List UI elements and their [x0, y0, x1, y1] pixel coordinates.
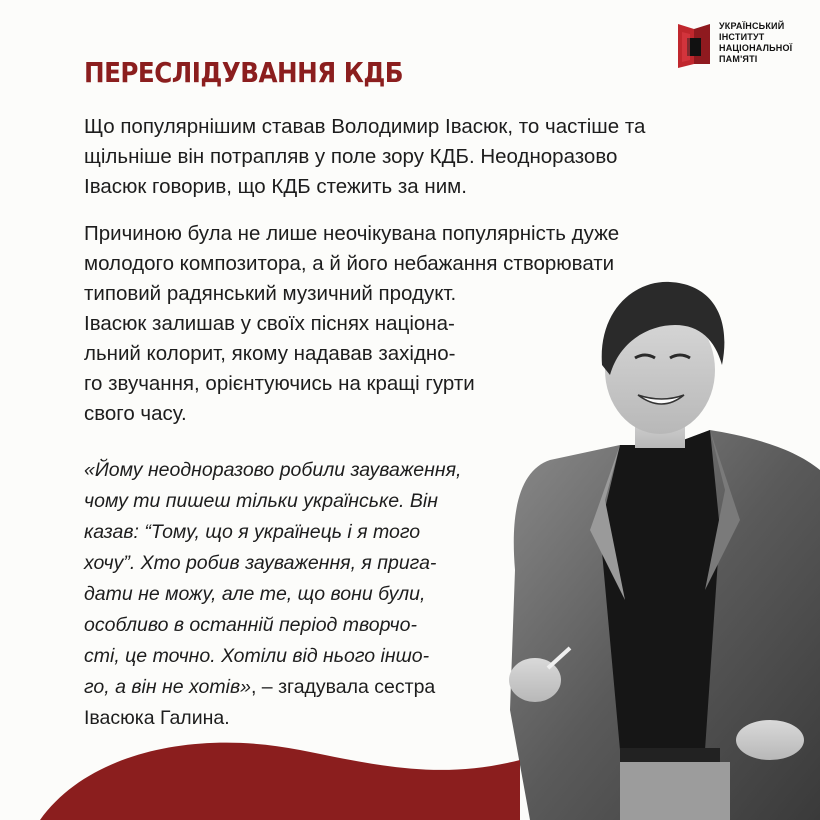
quote-line: хочу”. Хто робив зауваження, я прига- — [84, 552, 437, 574]
quote-line: чому ти пишеш тільки українське. Він — [84, 490, 438, 512]
text-line: Що популярнішим ставав Володимир Івасюк, то частіше та — [84, 115, 646, 138]
logo-mark-icon — [676, 20, 716, 70]
text-line: молодого композитора, а й його небажання створювати — [84, 252, 615, 275]
logo-line: НАЦІОНАЛЬНОЇ — [719, 43, 793, 53]
text-line: льний колорит, якому надавав західно- — [84, 342, 456, 365]
quote-line: го, а він не хотів» — [84, 676, 251, 698]
paragraph-reason — [84, 219, 724, 429]
text-line: го звучання, орієнтуючись на кращі гурти — [84, 372, 475, 395]
text-line: свого часу. — [84, 402, 187, 425]
quote-line: казав: “Тому, що я українець і я того — [84, 521, 421, 543]
decorative-wave — [0, 690, 820, 820]
quote-line: «Йому неодноразово робили зауваження, — [84, 459, 462, 481]
quote-line: дати не можу, але те, що вони були, — [84, 583, 426, 605]
quote-attribution-name: Івасюка Галина. — [84, 707, 230, 729]
text-line: Івасюк говорив, що КДБ стежить за ним. — [84, 175, 467, 198]
quote-attribution: , – згадувала сестра — [250, 676, 436, 698]
text-line: типовий радянський музичний продукт. — [84, 282, 457, 305]
institute-logo — [676, 20, 816, 72]
logo-line: ПАМ'ЯТІ — [719, 54, 758, 64]
text-line: щільніше він потрапляв у поле зору КДБ. Неодноразово — [84, 145, 618, 168]
logo-line: УКРАЇНСЬКИЙ — [719, 21, 785, 31]
logo-line: ІНСТИТУТ — [719, 32, 765, 42]
paragraph-intro — [84, 112, 764, 202]
page-title: ПЕРЕСЛІДУВАННЯ КДБ — [84, 56, 404, 89]
quote-line: особливо в останній період творчо- — [84, 614, 417, 636]
text-line: Причиною була не лише неочікувана популярність дуже — [84, 222, 620, 245]
quote-line: сті, це точно. Хотіли від нього іншо- — [84, 645, 430, 667]
logo-text — [719, 21, 792, 65]
text-line: Івасюк залишав у своїх піснях націона- — [84, 312, 455, 335]
